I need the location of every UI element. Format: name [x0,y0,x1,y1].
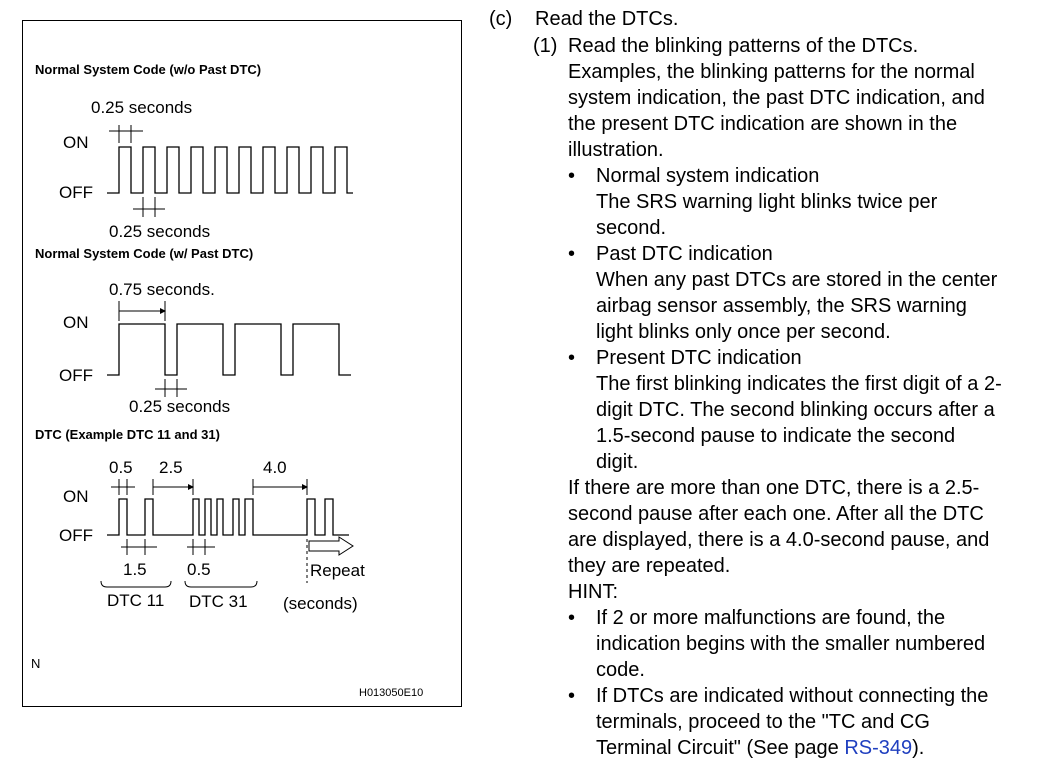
intro-line-3: system indication, the past DTC indication, and [568,87,985,109]
sub-step-marker: (1) [533,35,558,57]
intro-line-2: Examples, the blinking patterns for the normal [568,61,975,83]
corner-label: N [31,656,41,671]
hint1-line-2: indication begins with the smaller numbered [596,633,986,655]
paragraph-line-2: second pause after each one. After all the DTC [568,503,984,525]
paragraph-line-1: If there are more than one DTC, there is a 2.5- [568,477,980,499]
hint1-line-1: If 2 or more malfunctions are found, the [596,607,946,629]
hint-heading: HINT: [568,581,618,603]
bullet-present-body-4: digit. [596,451,639,473]
page-link-rs-349[interactable]: RS-349 [844,737,913,759]
bullet-present-title: Present DTC indication [596,347,802,369]
bullet-icon: • [568,165,576,187]
section2-bottom-label: 0.25 seconds [129,397,231,416]
bullet-past-body-1: When any past DTCs are stored in the center [596,269,998,291]
hint2-line-3-prefix: Terminal Circuit" (See page [596,737,845,759]
section1-bottom-label: 0.25 seconds [109,222,211,241]
bullet-icon: • [568,685,576,707]
section2-top-label: 0.75 seconds. [109,280,215,299]
label-0-5-bottom: 0.5 [187,560,211,579]
intro-line-4: the present DTC indication are shown in the [568,113,958,135]
hint2-line-2: terminals, proceed to the "TC and CG [596,711,930,733]
bullet-normal-body-2: second. [596,217,667,239]
bullet-normal-title: Normal system indication [596,165,820,187]
paragraph-line-3: are displayed, there is a 4.0-second pause, and [568,529,990,551]
on-label-1: ON [63,133,89,152]
bullet-icon: • [568,347,576,369]
label-dtc-11: DTC 11 [107,591,165,610]
hint1-line-3: code. [596,659,645,681]
on-label-2: ON [63,313,89,332]
off-label-2: OFF [59,366,93,385]
bullet-past-body-3: light blinks only once per second. [596,321,891,343]
bullet-normal-body-1: The SRS warning light blinks twice per [596,191,938,213]
section2-title: Normal System Code (w/ Past DTC) [35,246,254,261]
label-1-5: 1.5 [123,560,147,579]
bullet-icon: • [568,243,576,265]
intro-line-5: illustration. [568,139,664,161]
off-label-3: OFF [59,526,93,545]
intro-line-1: Read the blinking patterns of the DTCs. [568,35,919,57]
hint2-line-1: If DTCs are indicated without connecting the [596,685,989,707]
section1-top-label: 0.25 seconds [91,98,193,117]
label-dtc-31: DTC 31 [189,592,248,611]
label-2-5: 2.5 [159,458,183,477]
figure-id: H013050E10 [359,687,424,699]
bullet-past-body-2: airbag sensor assembly, the SRS warning [596,295,967,317]
section3-title: DTC (Example DTC 11 and 31) [35,427,220,442]
hint2-line-3 [596,735,924,761]
on-label-3: ON [63,487,89,506]
label-0-5-top: 0.5 [109,458,133,477]
step-title: Read the DTCs. [535,8,679,30]
section1-title: Normal System Code (w/o Past DTC) [35,62,262,77]
label-repeat: Repeat [310,561,365,580]
bullet-present-body-3: 1.5-second pause to indicate the second [596,425,956,447]
bullet-present-body-2: digit DTC. The second blinking occurs after a [596,399,995,421]
step-marker: (c) [489,8,513,30]
bullet-icon: • [568,607,576,629]
off-label-1: OFF [59,183,93,202]
bullet-past-title: Past DTC indication [596,243,773,265]
bullet-present-body-1: The first blinking indicates the first digit of a 2- [596,373,1002,395]
label-seconds: (seconds) [283,594,358,613]
label-4-0: 4.0 [263,458,287,477]
hint2-line-3-suffix: ). [912,737,925,759]
paragraph-line-4: they are repeated. [568,555,731,577]
